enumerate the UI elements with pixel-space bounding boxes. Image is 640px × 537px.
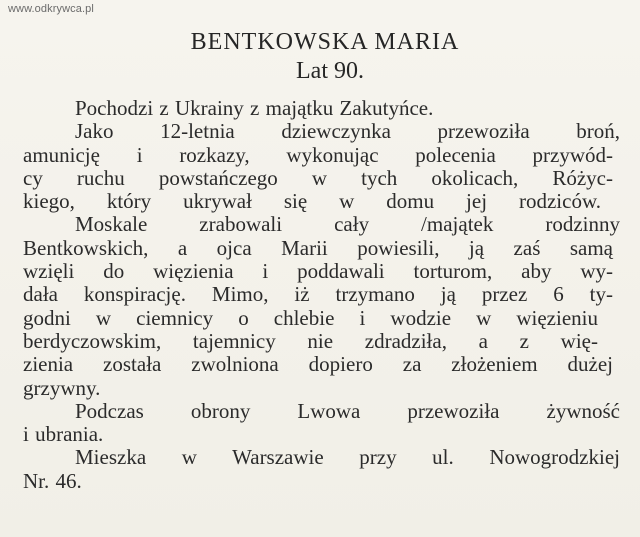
text-line-9: dała konspirację. Mimo, iż trzymano ją przez 6 ty- [23,282,613,307]
text-line-14: Podczas obrony Lwowa przewoziła żywność [75,398,620,423]
text-line-4: cy ruchu powstańczego w tych okolicach, Różyc- [23,165,613,190]
text-line-11: berdyczowskim, tajemnicy nie zdradziła, a z wię- [23,328,598,353]
text-line-10: godni w ciemnicy o chlebie i wodzie w więzieniu [23,305,598,330]
text-line-7: Bentkowskich, a ojca Marii powiesili, ją zaś samą [23,235,613,260]
text-line-16: Mieszka w Warszawie przy ul. Nowogrodzkiej [75,445,620,470]
text-line-2: Jako 12-letnia dziewczynka przewoziła broń, [75,119,620,144]
text-line-15: i ubrania. [23,422,104,447]
text-line-5: kiego, który ukrywał się w domu jej rodziców. [23,189,601,214]
site-watermark: www.odkrywca.pl [8,3,94,15]
entry-header [0,30,640,83]
biography-text [23,96,620,493]
text-line-8: wzięli do więzienia i poddawali torturom, aby wy- [23,259,613,284]
text-line-12: zienia została zwolniona dopiero za złożeniem dużej [23,352,613,377]
person-name: BENTKOWSKA MARIA [190,29,460,55]
text-line-17: Nr. 46. [23,468,82,493]
text-line-1: Pochodzi z Ukrainy z majątku Zakutyńce. [75,96,434,120]
person-age: Lat 90. [296,58,364,84]
text-line-3: amunicję i rozkazy, wykonując polecenia przywód- [23,142,613,167]
text-line-6: Moskale zrabowali cały /majątek rodzinny [75,212,620,237]
text-line-13: grzywny. [23,375,101,400]
